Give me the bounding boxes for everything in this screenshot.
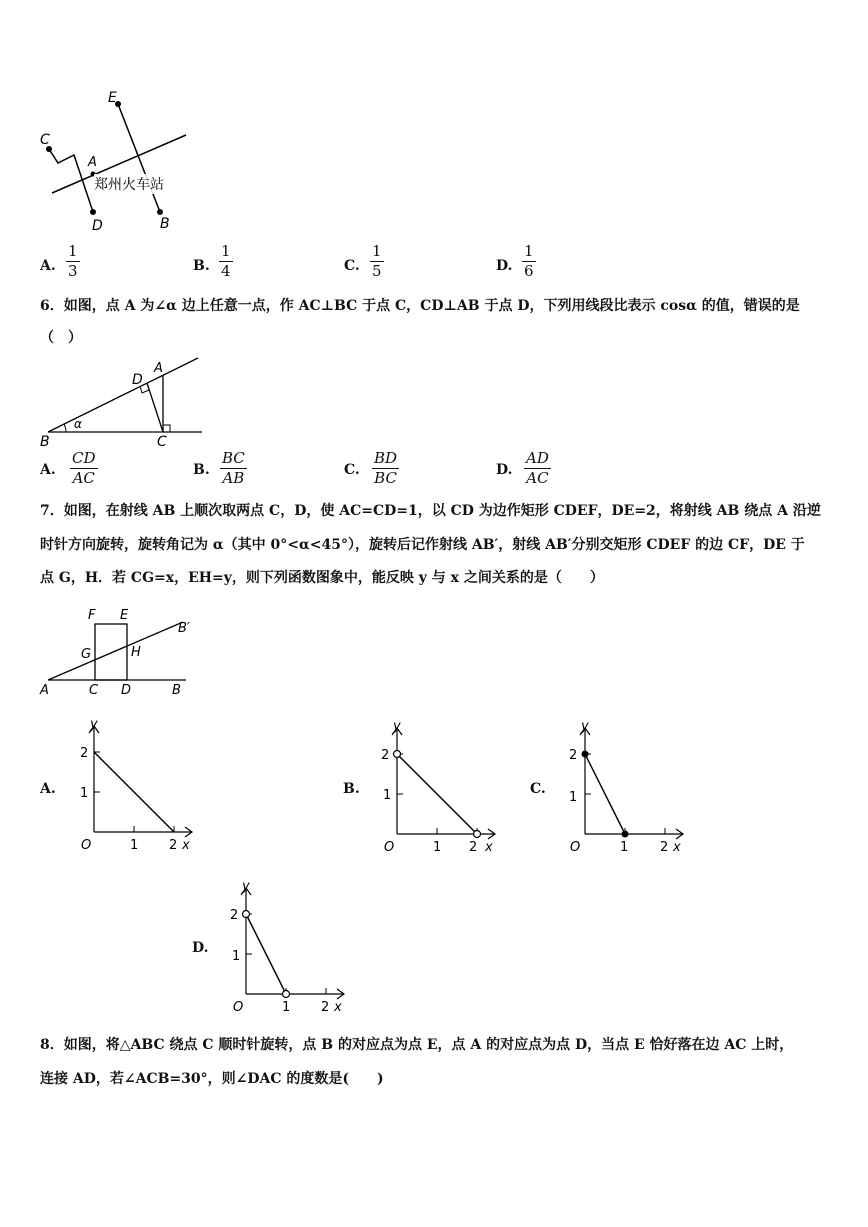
q5-station-label: 郑州火车站 bbox=[94, 177, 164, 193]
q7-graph-a-x-tick-1: 1 bbox=[130, 838, 139, 853]
q5-option-c-fraction bbox=[370, 243, 384, 280]
q6-option-d-fraction bbox=[524, 450, 551, 487]
q5-option-a-fraction bbox=[66, 243, 80, 280]
q6-stem-line2: （ ） bbox=[40, 330, 82, 346]
q7-graph-c bbox=[557, 716, 689, 858]
q7-option-d-letter: D. bbox=[192, 940, 209, 956]
q5-label-d: D bbox=[92, 218, 103, 234]
q7-figure bbox=[38, 604, 198, 698]
q6-figure bbox=[36, 352, 208, 450]
q6-option-d-num: AD bbox=[526, 449, 549, 467]
q5-option-a-letter: A. bbox=[40, 258, 56, 274]
q5-label-e: E bbox=[108, 90, 117, 106]
q7-graph-b-origin: O bbox=[384, 840, 395, 855]
q7-graph-c-y-tick-1: 1 bbox=[569, 790, 578, 805]
q7-graph-d-x-tick-2: 2 bbox=[321, 1000, 330, 1015]
q7-label-c: C bbox=[89, 683, 99, 698]
q6-option-c-letter: C. bbox=[344, 462, 360, 478]
q6-option-a-den: AC bbox=[72, 469, 95, 487]
q7-graph-a-origin: O bbox=[81, 838, 92, 853]
q8-stem-line1: 8．如图，将△ABC 绕点 C 顺时针旋转，点 B 的对应点为点 E，点 A 的对应点为点 D，当点 E 恰好落在边 AC 上时， bbox=[40, 1037, 794, 1053]
q7-graph-d-x-tick-1: 1 bbox=[282, 1000, 291, 1015]
q5-option-b-letter: B. bbox=[193, 258, 210, 274]
q6-option-a-num: CD bbox=[72, 449, 96, 467]
q5-label-b: B bbox=[160, 216, 170, 232]
q5-option-b-fraction bbox=[219, 243, 233, 280]
q7-graph-b-y-tick-1: 1 bbox=[383, 788, 392, 803]
q7-graph-a-y-tick-2: 2 bbox=[80, 746, 89, 761]
q7-graph-c-y-label: y bbox=[581, 719, 589, 734]
q6-option-d-letter: D. bbox=[496, 462, 513, 478]
q7-graph-a bbox=[66, 714, 198, 856]
q7-graph-c-y-tick-2: 2 bbox=[569, 748, 578, 763]
q7-label-b-prime: B′ bbox=[178, 621, 190, 636]
q6-label-d: D bbox=[132, 372, 143, 388]
q6-label-c: C bbox=[157, 434, 167, 450]
q5-option-d-den: 6 bbox=[524, 262, 534, 280]
q7-graph-b bbox=[369, 716, 501, 858]
q6-option-c-den: BC bbox=[374, 469, 397, 487]
q7-graph-a-y-tick-1: 1 bbox=[80, 786, 89, 801]
q5-option-d-letter: D. bbox=[496, 258, 513, 274]
q5-figure bbox=[36, 88, 192, 234]
q6-option-c-num: BD bbox=[374, 449, 398, 467]
q7-graph-a-x-label: x bbox=[182, 838, 190, 853]
q7-stem-line3: 点 G，H．若 CG=x，EH=y，则下列函数图象中，能反映 y 与 x 之间关系的是（ ） bbox=[40, 570, 604, 586]
q7-graph-d bbox=[218, 876, 350, 1018]
q7-label-d: D bbox=[121, 683, 132, 698]
q7-label-a: A bbox=[40, 683, 49, 698]
q5-option-d-num: 1 bbox=[524, 242, 534, 260]
q6-stem-line1: 6．如图，点 A 为∠α 边上任意一点，作 AC⊥BC 于点 C，CD⊥AB 于点 D，下列用线段比表示 cosα 的值，错误的是 bbox=[40, 298, 800, 314]
q6-option-b-letter: B. bbox=[193, 462, 210, 478]
q6-option-b-num: BC bbox=[222, 449, 245, 467]
q7-label-f: F bbox=[88, 608, 96, 623]
q7-graph-c-origin: O bbox=[570, 840, 581, 855]
q7-option-b-letter: B. bbox=[343, 781, 360, 797]
q7-graph-b-y-tick-2: 2 bbox=[381, 748, 390, 763]
q7-graph-a-y-label: y bbox=[90, 717, 98, 732]
q5-label-a: A bbox=[88, 155, 97, 170]
q5-option-a-num: 1 bbox=[68, 242, 78, 260]
q5-option-c-den: 5 bbox=[372, 262, 382, 280]
q6-option-b-den: AB bbox=[222, 469, 245, 487]
q7-option-a-letter: A. bbox=[40, 781, 56, 797]
q7-graph-d-x-label: x bbox=[334, 1000, 342, 1015]
q7-option-c-letter: C. bbox=[530, 781, 546, 797]
q7-graph-c-x-tick-2: 2 bbox=[660, 840, 669, 855]
q5-label-c: C bbox=[40, 132, 50, 148]
q6-label-b: B bbox=[40, 434, 50, 450]
q6-option-a-fraction bbox=[70, 450, 98, 487]
q7-label-e: E bbox=[120, 608, 129, 623]
q7-label-h: H bbox=[131, 645, 141, 660]
q7-graph-d-y-label: y bbox=[242, 879, 250, 894]
q6-option-a-letter: A. bbox=[40, 462, 56, 478]
q6-label-alpha: α bbox=[74, 417, 82, 431]
q6-label-a: A bbox=[154, 361, 163, 376]
q7-graph-c-x-label: x bbox=[673, 840, 681, 855]
q5-option-c-letter: C. bbox=[344, 258, 360, 274]
q7-graph-d-y-tick-2: 2 bbox=[230, 908, 239, 923]
q7-label-g: G bbox=[81, 647, 92, 662]
q7-stem-line2: 时针方向旋转，旋转角记为 α（其中 0°<α<45°），旋转后记作射线 AB′，射线 AB′分别交矩形 CDEF 的边 CF，DE 于 bbox=[40, 537, 805, 553]
q7-graph-b-x-label: x bbox=[485, 840, 493, 855]
q7-label-b: B bbox=[172, 683, 181, 698]
q5-option-b-den: 4 bbox=[221, 262, 231, 280]
q7-graph-b-x-tick-1: 1 bbox=[433, 840, 442, 855]
q7-graph-b-y-label: y bbox=[393, 719, 401, 734]
q5-option-d-fraction bbox=[522, 243, 536, 280]
q7-graph-c-x-tick-1: 1 bbox=[620, 840, 629, 855]
q5-option-c-num: 1 bbox=[372, 242, 382, 260]
q6-option-c-fraction bbox=[372, 450, 399, 487]
q7-graph-d-origin: O bbox=[233, 1000, 244, 1015]
q7-graph-b-x-tick-2: 2 bbox=[469, 840, 478, 855]
q6-option-b-fraction bbox=[220, 450, 247, 487]
q6-option-d-den: AC bbox=[526, 469, 549, 487]
q7-stem-line1: 7．如图，在射线 AB 上顺次取两点 C，D，使 AC=CD=1，以 CD 为边作矩形 CDEF，DE=2，将射线 AB 绕点 A 沿逆 bbox=[40, 503, 821, 519]
q7-graph-a-x-tick-2: 2 bbox=[169, 838, 178, 853]
q7-graph-d-y-tick-1: 1 bbox=[232, 949, 241, 964]
q5-option-b-num: 1 bbox=[221, 242, 231, 260]
q8-stem-line2: 连接 AD，若∠ACB=30°，则∠DAC 的度数是( ) bbox=[40, 1071, 384, 1087]
q5-option-a-den: 3 bbox=[68, 262, 78, 280]
